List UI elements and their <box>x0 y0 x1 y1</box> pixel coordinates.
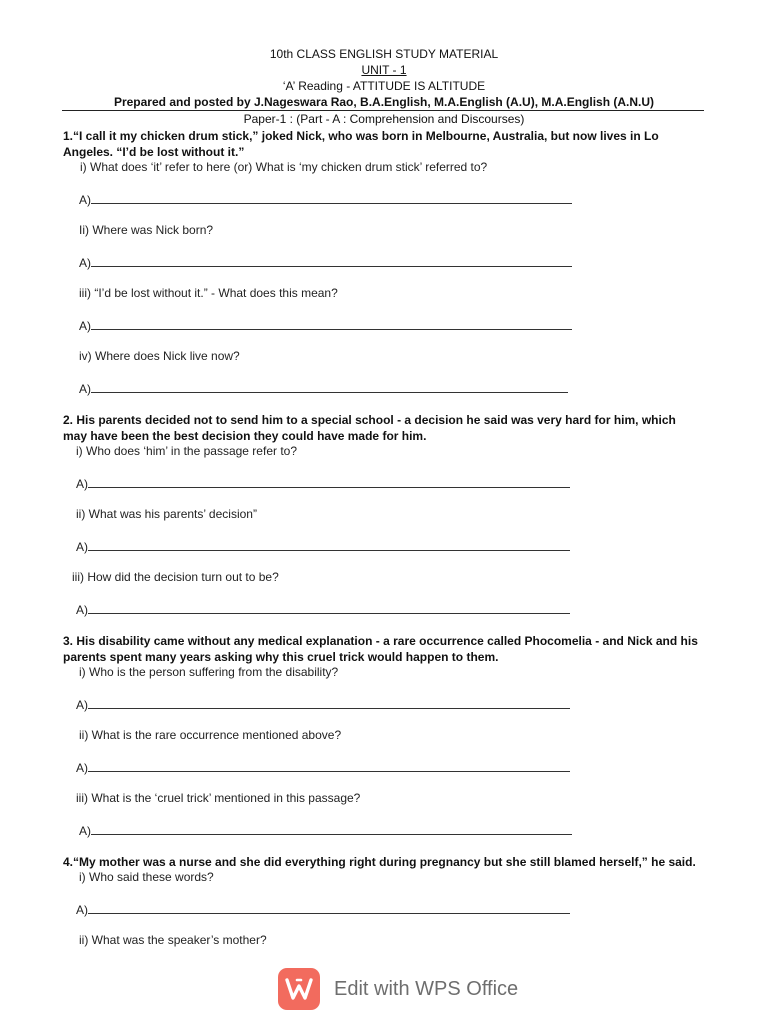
answer-3-i[interactable] <box>76 697 570 712</box>
answer-line <box>88 602 570 614</box>
passage-3: 3. His disability came without any medical explanation - a rare occurrence called Phocomelia - and Nick and his parents spent many years asking why this cruel trick would happen to them. <box>63 634 698 664</box>
question-4-i: i) Who said these words? <box>79 870 214 884</box>
unit-heading-wrap <box>0 63 768 78</box>
answer-label: A) <box>76 761 88 775</box>
answer-label: A) <box>79 256 91 270</box>
answer-1-ii[interactable] <box>79 255 572 270</box>
answer-3-ii[interactable] <box>76 760 570 775</box>
answer-line <box>88 476 570 488</box>
passage-4: 4.“My mother was a nurse and she did everything right during pregnancy but she still blamed herself,” he said. <box>63 855 696 869</box>
wps-edit-label: Edit with WPS Office <box>334 977 519 1000</box>
passage-2: 2. His parents decided not to send him to a special school - a decision he said was very hard for him, which may have been the best decision they could have made for him. <box>63 413 676 443</box>
header-rule <box>62 110 704 111</box>
question-3-ii: ii) What is the rare occurrence mentioned above? <box>79 728 342 742</box>
passage-1: 1.“I call it my chicken drum stick,” joked Nick, who was born in Melbourne, Australia, but now lives in Lo Angeles. “I’d be lost without it.” <box>63 129 659 159</box>
wps-watermark[interactable] <box>278 968 518 1010</box>
question-2-ii: ii) What was his parents’ decision” <box>76 507 257 521</box>
answer-1-i[interactable] <box>79 192 572 207</box>
answer-4-i[interactable] <box>76 902 570 917</box>
question-1-iv: iv) Where does Nick live now? <box>79 349 240 363</box>
answer-label: A) <box>76 477 88 491</box>
answer-2-i[interactable] <box>76 476 570 491</box>
answer-label: A) <box>76 698 88 712</box>
answer-line <box>91 381 568 393</box>
answer-label: A) <box>79 193 91 207</box>
answer-1-iv[interactable] <box>79 381 568 396</box>
answer-line <box>91 823 572 835</box>
answer-2-iii[interactable] <box>76 602 570 617</box>
answer-line <box>91 318 572 330</box>
answer-label: A) <box>76 903 88 917</box>
unit-heading: UNIT - 1 <box>361 63 407 77</box>
question-3-i: i) Who is the person suffering from the disability? <box>79 665 339 679</box>
paper-heading: Paper-1 : (Part - A : Comprehension and Discourses) <box>243 112 525 126</box>
question-1-iii: iii) “I’d be lost without it.” - What does this mean? <box>79 286 338 300</box>
answer-3-iii[interactable] <box>79 823 572 838</box>
wps-logo-icon <box>278 968 320 1010</box>
answer-label: A) <box>76 540 88 554</box>
answer-label: A) <box>79 824 91 838</box>
answer-line <box>88 539 570 551</box>
prepared-by: Prepared and posted by J.Nageswara Rao, B.A.English, M.A.English (A.U), M.A.English (A.N.U) <box>113 95 655 109</box>
answer-line <box>88 697 570 709</box>
answer-1-iii[interactable] <box>79 318 572 333</box>
answer-line <box>88 760 570 772</box>
answer-line <box>88 902 570 914</box>
question-4-ii: ii) What was the speaker’s mother? <box>79 933 267 947</box>
answer-label: A) <box>76 603 88 617</box>
answer-label: A) <box>79 382 91 396</box>
question-2-i: i) Who does ‘him’ in the passage refer to? <box>76 444 297 458</box>
question-3-iii: iii) What is the ‘cruel trick’ mentioned in this passage? <box>76 791 361 805</box>
question-1-i: i) What does ‘it’ refer to here (or) What is ‘my chicken drum stick’ referred to? <box>80 160 488 174</box>
answer-line <box>91 255 572 267</box>
answer-line <box>91 192 572 204</box>
question-2-iii: iii) How did the decision turn out to be? <box>72 570 279 584</box>
doc-title: 10th CLASS ENGLISH STUDY MATERIAL <box>269 47 499 61</box>
wps-logo-glyph <box>285 977 313 1001</box>
question-1-ii: Ii) Where was Nick born? <box>79 223 214 237</box>
answer-label: A) <box>79 319 91 333</box>
answer-2-ii[interactable] <box>76 539 570 554</box>
reading-title: ‘A’ Reading - ATTITUDE IS ALTITUDE <box>282 79 486 93</box>
